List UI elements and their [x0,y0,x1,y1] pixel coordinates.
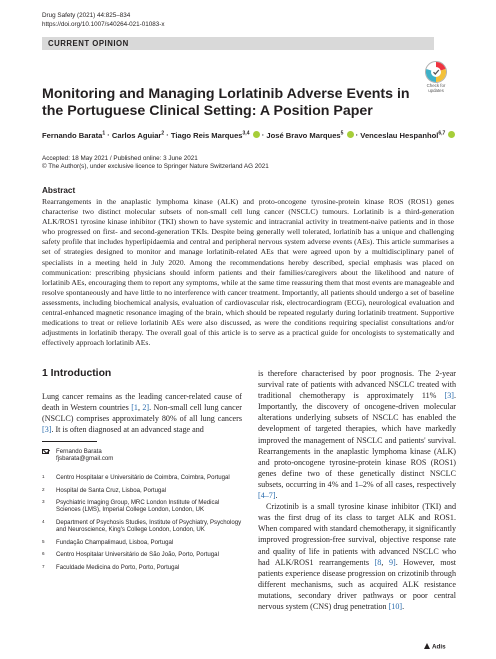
citation-link[interactable]: [3] [444,391,454,401]
envelope-icon [42,449,49,454]
introduction-paragraph: Crizotinib is a small tyrosine kinase inhibitor (TKI) and was the first drug of its class to target ALK and ROS1. When compared with standard chemotherapy, it significantly improved progression-free survival, objective response rate and quality of life in patients with advanced NSCLC who had ALK/ROS1 rearrangements [8, 9]. However, most patients experience disease progression on crizotinib through different mechanisms, such as acquired ALK resistance mutations, secondary driver pathways or poor central nervous system (CNS) drug penetration [10]. [258,502,456,611]
affiliation-item: 7 Faculdade Medicina do Porto, Porto, Portugal [42,563,180,571]
article-title: Monitoring and Managing Lorlatinib Adverse Events in the Portuguese Clinical Setting: A Position Paper [42,86,410,119]
journal-reference [42,12,165,29]
citation-link[interactable]: [3] [42,425,52,435]
introduction-paragraph: is therefore characterised by poor prognosis. The 2-year survival rate of patients with advanced NSCLC treated with traditional chemotherapy is approximately 11% [3]. Importantly, the discovery of oncogene-driven molecular alterations underlying subsets of NSCLC has enabled the development of targeted therapies, which have markedly improved the management of NSCLC and patients' survival. Rearrangements in the anaplastic lymphoma kinase (ALK) and proto-oncogene tyrosine-protein kinase ROS (ROS1) genes define two of these genetically distinct NSCLC subsets, occurring in 4% and 1–2% of all cases, respectively [4–7]. [258,369,456,501]
affiliation-item: 3 Psychiatric Imaging Group, MRC London Institute of Medical Sciences (LMS), Imperial College London, London, UK [42,499,220,514]
abstract-text: Rearrangements in the anaplastic lymphoma kinase (ALK) and proto-oncogene tyrosine-protein kinase ROS (ROS1) genes characterise two distinct molecular subsets of non-small cell lung cancer (NSCLC) tumours. Lorlatinib is a third-generation ALK/ROS1 tyrosine kinase inhibitor (TKI) shown to have systemic and intracranial activity in treatment-naive patients and in those who progressed on first- and second-generation TKIs. Despite being generally well tolerated, lorlatinib has a unique and challenging safety profile that includes hyperlipidaemia and central and peripheral nervous system adverse events (AEs). This article summarises a set of strategies designed to monitor and manage lorlatinib-related AEs that were agreed upon by a multidisciplinary panel of specialists in a meeting held in July 2020. Among the recommendations hereby described, special emphasis was placed on communication: prescribing physicians should inform patients and their families/caregivers about the likelihood and nature of lorlatinib AEs, encouraging them to report any symptoms, while at the same time reassuring them that most events are manageable and resolve spontaneously and have little to no interference with cancer treatment. Importantly, all patients should undergo a set of baseline assessments, including biochemical analysis, evaluation of cardiovascular risk, electrocardiogram (ECG), neurological evaluation and central-enhanced magnetic resonance imaging of the brain, which should be repeated regularly during lorlatinib treatment. Supportive medications to treat or relieve lorlatinib AEs were also discussed, as were the conditions requiring specialist consultations and/or adjustments in lorlatinib therapy. The overall goal of this article is to serve as a practical guide for oncologists to systematically and effectively approach lorlatinib AEs. [42,197,454,348]
introduction-right-column [258,368,456,612]
citation-link[interactable]: 9] [388,557,396,567]
publication-dates [42,155,269,172]
introduction-heading: 1 Introduction [42,368,112,379]
category-label: CURRENT OPINION [48,38,129,48]
publisher-name: Adis [432,643,446,651]
author-list: Fernando Barata$^1$ · Carlos Aguiar$^2$ · Tiago Reis Marques$^{3,4}$ · José Bravo Marques$^5$ · Venceslau Hespanhol$^{6,7}$ [42,128,462,141]
publisher-logo [424,643,446,651]
check-for-updates-badge[interactable] [424,60,448,95]
corresponding-author-name: Fernando Barata [56,448,102,455]
corresponding-author [42,448,242,463]
affiliation-item: 4 Department of Psychosis Studies, Institute of Psychiatry, Psychology and Neuroscience, King's College London, London, UK [42,518,242,534]
accepted-date: Accepted: 18 May 2021 / Published online: 3 June 2021 [42,155,198,162]
affiliation-item: 6 Centro Hospitalar Universitário de São João, Porto, Portugal [42,551,219,559]
orcid-icon[interactable] [448,131,455,138]
author[interactable]: Carlos Aguiar$^2$ [111,130,165,140]
citation-link[interactable]: [8 [374,557,382,567]
citation-link[interactable]: [1 [131,403,138,413]
introduction-paragraph: Lung cancer remains as the leading cancer-related cause of death in Western countries [1, 2]. Non-small cell lung cancer (NSCLC) comprises approximately 80% of all lung cancers [3]. It is often diagnosed at an advanced stage and [42,392,242,435]
footnote-divider [42,441,97,442]
adis-logo-icon [424,643,430,649]
abstract-heading: Abstract [42,186,76,195]
orcid-icon[interactable] [347,131,354,138]
affiliation-list [42,474,242,576]
crossmark-icon [424,60,448,84]
doi-link[interactable]: https://doi.org/10.1007/s40264-021-01083-x [42,20,165,28]
citation-link[interactable]: [10] [388,601,403,611]
corresponding-author-email[interactable]: fjsbarata@gmail.com [56,455,114,463]
copyright-line: © The Author(s), under exclusive licence to Springer Nature Switzerland AG 2021 [42,163,269,171]
affiliation-item: 2 Hospital de Santa Cruz, Lisboa, Portugal [42,486,167,494]
author[interactable]: Tiago Reis Marques$^{3,4}$ [171,131,260,140]
journal-citation: Drug Safety (2021) 44:825–834 [42,12,131,19]
orcid-icon[interactable] [253,131,260,138]
crossmark-label: Check for updates [426,83,446,93]
author[interactable]: Venceslau Hespanhol$^{6,7}$ [360,131,455,140]
author[interactable]: José Bravo Marques$^5$ [266,131,353,140]
category-bar [42,37,434,50]
author[interactable]: Fernando Barata$^1$ [42,130,106,140]
citation-link[interactable]: [4–7] [258,491,276,501]
affiliation-item: 5 Fundação Champalimaud, Lisboa, Portugal [42,538,174,546]
affiliation-item: 1 Centro Hospitalar e Universitário de Coimbra, Coimbra, Portugal [42,474,230,481]
citation-link[interactable]: 2] [142,403,150,413]
